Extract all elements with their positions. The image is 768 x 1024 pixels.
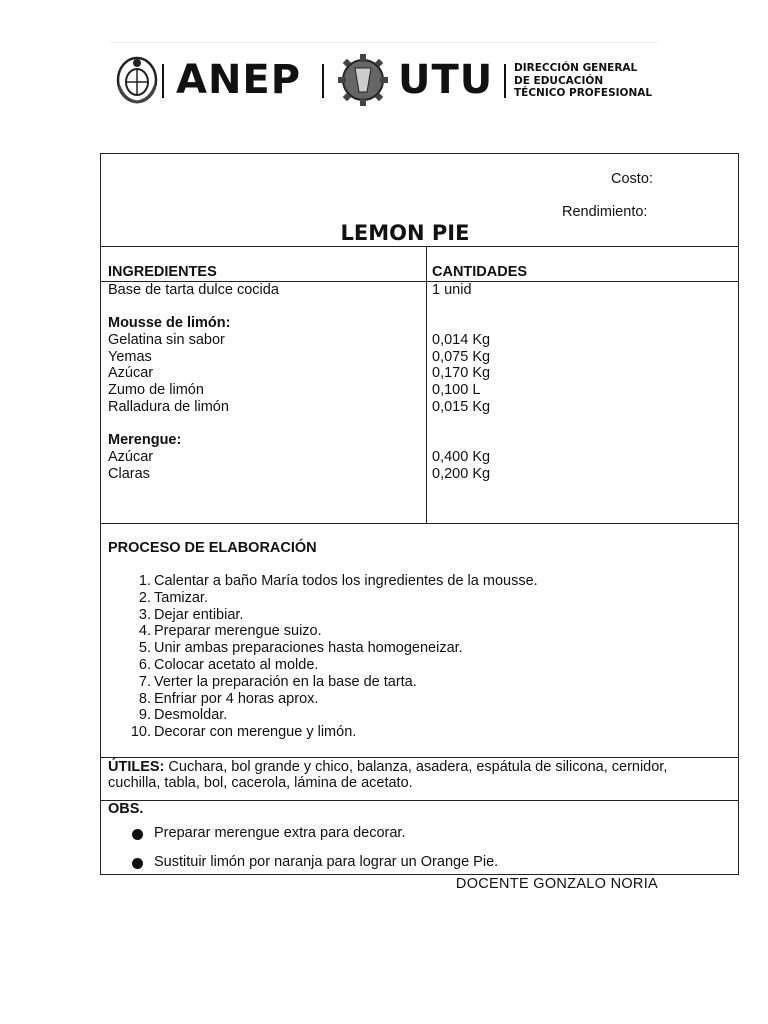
step-number: 8. [138,690,151,707]
ingredient-name: Yemas [108,349,152,365]
recipe-title: LEMON PIE [340,221,470,245]
ingredient-name: Zumo de limón [108,382,204,398]
ingredient-qty: 0,014 Kg [432,332,491,348]
observation-item: Preparar merengue extra para decorar. [154,825,406,841]
ingredient-qty: 0,170 Kg [432,365,491,381]
institution-header [112,52,652,108]
yield-label: Rendimiento: [562,204,648,220]
national-seal-icon [116,56,158,104]
process-step: Dejar entibiar. [154,606,244,623]
institution-name [514,62,652,100]
step-number: 6. [138,657,151,673]
ingredient-name: Ralladura de limón [108,399,229,415]
utensils-label: ÚTILES: [108,759,165,775]
obs-label: OBS. [108,801,144,817]
ingredient-qty: 0,400 Kg [432,449,491,465]
utu-wordmark: UTU [398,57,494,103]
header-rule [110,42,658,43]
ingredient-name: Azúcar [108,365,154,381]
ingredient-name: Claras [108,466,150,482]
process-step: Verter la preparación en la base de tarta. [154,673,417,690]
ingredient-qty: 0,075 Kg [432,349,491,365]
institution-line: TÉCNICO PROFESIONAL [514,87,653,99]
process-step: Desmoldar. [154,707,228,724]
step-number: 1. [138,573,151,589]
table-rule [101,800,738,801]
step-number: 3. [138,606,151,623]
institution-line: DE EDUCACIÓN [514,74,604,87]
utensils-list-cont: cuchilla, tabla, bol, cacerola, lámina de acetato. [108,775,413,791]
column-divider [426,246,427,523]
ingredient-qty: 0,015 Kg [432,399,491,415]
ingredient-qty: 0,200 Kg [432,466,491,482]
ingredients-header: INGREDIENTES [108,264,217,280]
ingredient-name: Gelatina sin sabor [108,332,225,348]
cost-label: Costo: [611,171,653,187]
divider [504,64,506,98]
utu-gear-emblem-icon [338,54,388,106]
process-heading: PROCESO DE ELABORACIÓN [108,540,317,556]
process-step: Calentar a baño María todos los ingredientes de la mousse. [154,573,538,589]
quantities-header: CANTIDADES [432,264,528,280]
utensils-text [108,759,667,776]
section-heading: Merengue: [108,432,182,448]
bullet-icon [132,858,143,869]
table-rule [101,757,738,758]
ingredient-name: Base de tarta dulce cocida [108,282,279,298]
step-number: 5. [138,640,151,657]
step-number: 2. [138,589,151,606]
step-number: 7. [138,673,151,690]
bullet-icon [132,829,143,840]
process-step: Enfriar por 4 horas aprox. [154,690,319,707]
process-step: Tamizar. [154,589,208,606]
ingredient-qty: 0,100 L [432,382,481,398]
anep-wordmark: ANEP [176,57,302,103]
process-step: Preparar merengue suizo. [154,623,322,640]
ingredient-name: Azúcar [108,449,154,465]
step-number: 4. [138,623,151,640]
table-rule [101,523,738,524]
divider [162,64,164,98]
step-number: 9. [138,707,151,724]
table-rule [101,246,738,247]
observation-item: Sustituir limón por naranja para lograr un Orange Pie. [154,854,499,870]
utensils-list: Cuchara, bol grande y chico, balanza, asadera, espátula de silicona, cernidor, [164,759,668,775]
section-heading: Mousse de limón: [108,315,231,331]
process-step: Decorar con merengue y limón. [154,724,357,741]
process-step: Unir ambas preparaciones hasta homogeneizar. [154,640,463,657]
recipe-sheet [100,153,739,875]
teacher-signature: DOCENTE GONZALO NORIA [455,876,658,892]
divider [322,64,324,98]
process-step: Colocar acetato al molde. [154,657,319,673]
ingredient-qty: 1 unid [432,282,472,298]
step-number: 10. [130,724,151,741]
institution-line: DIRECCIÓN GENERAL [514,62,638,74]
